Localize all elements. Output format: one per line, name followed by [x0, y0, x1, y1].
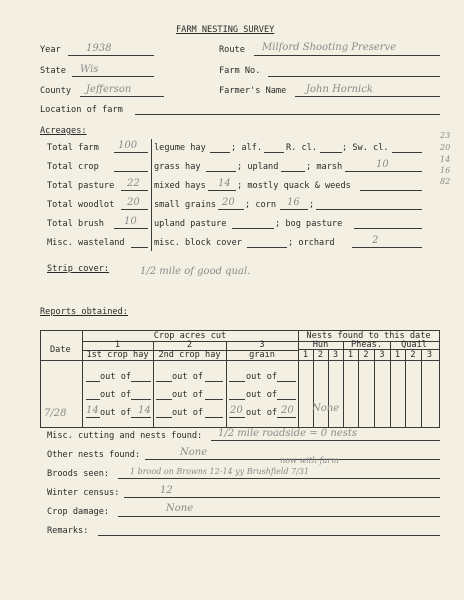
small-line: [218, 209, 244, 210]
row3-val[interactable]: 20: [230, 405, 243, 416]
location-line: [135, 114, 440, 115]
alf-label: ; alf.: [231, 143, 263, 153]
farmer-label: Farmer's Name: [219, 86, 287, 96]
misc-wasteland-label: Misc. wasteland: [47, 238, 125, 248]
year-value[interactable]: 1938: [86, 43, 112, 54]
county-label: County: [40, 86, 72, 96]
county-value[interactable]: Jefferson: [86, 84, 132, 95]
strip-cover-value[interactable]: 1/2 mile of good qual.: [140, 266, 251, 277]
row-sep: [40, 360, 439, 361]
total-woodlot-line: [121, 209, 148, 210]
mixed-line: [208, 190, 236, 191]
row3-nests[interactable]: None: [312, 403, 340, 414]
broods-line: [118, 478, 440, 479]
misc-cutting-value[interactable]: 1/2 mile roadside = 0 nests: [218, 428, 357, 439]
row3-date[interactable]: 7/28: [44, 408, 67, 419]
reports-label: Reports obtained:: [40, 307, 128, 317]
margin-note: 20: [440, 143, 451, 152]
state-label: State: [40, 66, 66, 76]
bog-line: [354, 228, 422, 229]
county-line: [80, 96, 164, 97]
farm-no-line: [268, 76, 440, 77]
out-of-text: out of: [100, 390, 132, 400]
total-blank-line: [205, 381, 223, 382]
cut-name: grain: [249, 350, 275, 360]
species-hun: Hun: [312, 340, 329, 350]
cut-blank-line: [156, 399, 172, 400]
state-line: [72, 76, 154, 77]
broods-label: Broods seen:: [47, 469, 110, 479]
margin-note: 82: [440, 177, 451, 186]
margin-note: 16: [440, 166, 451, 175]
mixed-value[interactable]: 14: [218, 178, 231, 189]
winter-line: [124, 497, 440, 498]
out-of-text: out of: [172, 390, 204, 400]
col-sep: [328, 349, 329, 427]
col-sep: [313, 349, 314, 427]
row3-val[interactable]: 14: [86, 405, 99, 416]
total-brush-value[interactable]: 10: [124, 216, 137, 227]
nest-col: 3: [332, 350, 339, 360]
total-pasture-line: [121, 190, 148, 191]
total-blank-line: [277, 381, 296, 382]
out-of-text: out of: [172, 372, 204, 382]
swcl-label: ; Sw. cl.: [342, 143, 389, 153]
quack-line: [360, 190, 422, 191]
rcl-label: R. cl.: [286, 143, 318, 153]
col-sep: [374, 349, 375, 427]
total-woodlot-label: Total woodlot: [47, 200, 115, 210]
crop-header: Crop acres cut: [153, 331, 227, 341]
col-sep: [421, 349, 422, 427]
upland-pasture-line: [232, 228, 274, 229]
small-grains-label: small grains: [154, 200, 217, 210]
total-farm-label: Total farm: [47, 143, 99, 153]
strip-cover-label: Strip cover:: [47, 264, 110, 274]
remarks-line: [98, 535, 440, 536]
nest-col: 3: [426, 350, 433, 360]
orchard-line: [352, 247, 422, 248]
nest-col: 2: [317, 350, 324, 360]
remarks-label: Remarks:: [47, 526, 89, 536]
other-nests-label: Other nests found:: [47, 450, 141, 460]
nest-col: 1: [394, 350, 401, 360]
total-blank-line: [131, 417, 151, 418]
route-value[interactable]: Milford Shooting Preserve: [262, 42, 397, 53]
date-header: Date: [50, 345, 71, 355]
acreage-divider: [151, 139, 152, 251]
year-line: [68, 55, 154, 56]
nests-header: Nests found to this date: [306, 331, 431, 341]
other-nests-value[interactable]: None: [180, 447, 208, 458]
col-sep: [358, 349, 359, 427]
upland-label: ; upland: [237, 162, 279, 172]
cut-blank-line: [229, 381, 245, 382]
crop-damage-line: [118, 516, 440, 517]
cut-number: 3: [259, 340, 265, 350]
col-sep: [405, 349, 406, 427]
upland-line: [281, 171, 305, 172]
orchard-value[interactable]: 2: [372, 235, 379, 246]
misc-wasteland-line: [131, 247, 148, 248]
marsh-line: [345, 171, 422, 172]
crop-damage-label: Crop damage:: [47, 507, 110, 517]
state-value[interactable]: Wis: [80, 64, 99, 75]
row3-val[interactable]: 14: [138, 405, 151, 416]
nest-col: 3: [379, 350, 385, 360]
misc-cutting-line: [211, 440, 440, 441]
cut-name: 2nd crop hay: [158, 350, 221, 360]
route-line: [254, 55, 440, 56]
misc-block-label: misc. block cover: [154, 238, 242, 248]
small-value[interactable]: 20: [222, 197, 235, 208]
nest-col: 2: [363, 350, 369, 360]
swcl-line: [392, 152, 422, 153]
nest-col: 1: [347, 350, 354, 360]
upland-pasture-label: upland pasture: [154, 219, 227, 229]
route-label: Route: [219, 45, 245, 55]
cut-blank-line: [86, 417, 100, 418]
cut-number: 2: [186, 340, 193, 350]
mixed-hays-label: mixed hays: [154, 181, 206, 191]
grass-line: [206, 171, 236, 172]
total-pasture-value[interactable]: 22: [127, 178, 140, 189]
misc-block-line: [247, 247, 287, 248]
total-blank-line: [131, 381, 151, 382]
total-blank-line: [277, 417, 296, 418]
total-woodlot-value[interactable]: 20: [127, 197, 140, 208]
farm-no-label: Farm No.: [219, 66, 261, 76]
corn-value[interactable]: 16: [287, 197, 300, 208]
margin-note: 14: [440, 155, 451, 164]
form-title: FARM NESTING SURVEY: [176, 25, 275, 35]
location-label: Location of farm: [40, 105, 123, 115]
row4-semicolon: ;: [309, 200, 315, 210]
cut-blank-line: [156, 381, 172, 382]
quack-label: ; mostly quack & weeds: [237, 181, 351, 191]
winter-census-label: Winter census:: [47, 488, 120, 498]
total-farm-value[interactable]: 100: [118, 140, 138, 151]
nest-col: 2: [410, 350, 416, 360]
farmer-value[interactable]: John Hornick: [306, 84, 373, 95]
misc-cutting-label: Misc. cutting and nests found:: [47, 431, 203, 441]
legume-line: [210, 152, 230, 153]
cut-name: 1st crop hay: [86, 350, 149, 360]
total-pasture-label: Total pasture: [47, 181, 115, 191]
out-of-text: out of: [246, 372, 278, 382]
cut-number: 1: [114, 340, 121, 350]
acreages-heading: Acreages:: [40, 126, 87, 136]
cut-blank-line: [229, 399, 245, 400]
crop-damage-value[interactable]: None: [166, 503, 194, 514]
orchard-label: ; orchard: [288, 238, 335, 248]
marsh-label: ; marsh: [306, 162, 343, 172]
margin-note: 23: [440, 131, 451, 140]
winter-census-value[interactable]: 12: [160, 485, 173, 496]
species-quail: Quail: [401, 340, 427, 350]
legume-hay-label: legume hay: [154, 143, 206, 153]
nest-col: 1: [302, 350, 309, 360]
farmer-line: [295, 96, 440, 97]
bog-pasture-label: ; bog pasture: [275, 219, 343, 229]
total-blank-line: [131, 399, 151, 400]
total-blank-line: [205, 399, 223, 400]
corn-label: ; corn: [245, 200, 277, 210]
out-of-text: out of: [172, 408, 204, 418]
rcl-line: [320, 152, 342, 153]
marsh-value[interactable]: 10: [376, 159, 389, 170]
species-pheas: Pheas.: [350, 340, 383, 350]
grass-hay-label: grass hay: [154, 162, 201, 172]
broods-note: now with farm: [280, 456, 339, 465]
year-label: Year: [40, 45, 61, 55]
total-brush-label: Total brush: [47, 219, 104, 229]
cut-blank-line: [86, 381, 100, 382]
broods-value[interactable]: 1 brood on Browns 12-14 yy Brushfield 7/31: [130, 467, 310, 476]
cut-blank-line: [86, 399, 100, 400]
total-brush-line: [114, 228, 148, 229]
total-blank-line: [205, 417, 223, 418]
out-of-text: out of: [246, 390, 278, 400]
cut-blank-line: [229, 417, 245, 418]
out-of-text: out of: [246, 408, 278, 418]
cut-blank-line: [156, 417, 172, 418]
out-of-text: out of: [100, 372, 132, 382]
corn-line: [280, 209, 308, 210]
row4-line: [316, 209, 422, 210]
total-blank-line: [277, 399, 296, 400]
total-crop-label: Total crop: [47, 162, 99, 172]
row3-val[interactable]: 20: [281, 405, 294, 416]
out-of-text: out of: [100, 408, 132, 418]
alf-line: [264, 152, 284, 153]
total-crop-line: [114, 171, 148, 172]
total-farm-line: [114, 152, 148, 153]
